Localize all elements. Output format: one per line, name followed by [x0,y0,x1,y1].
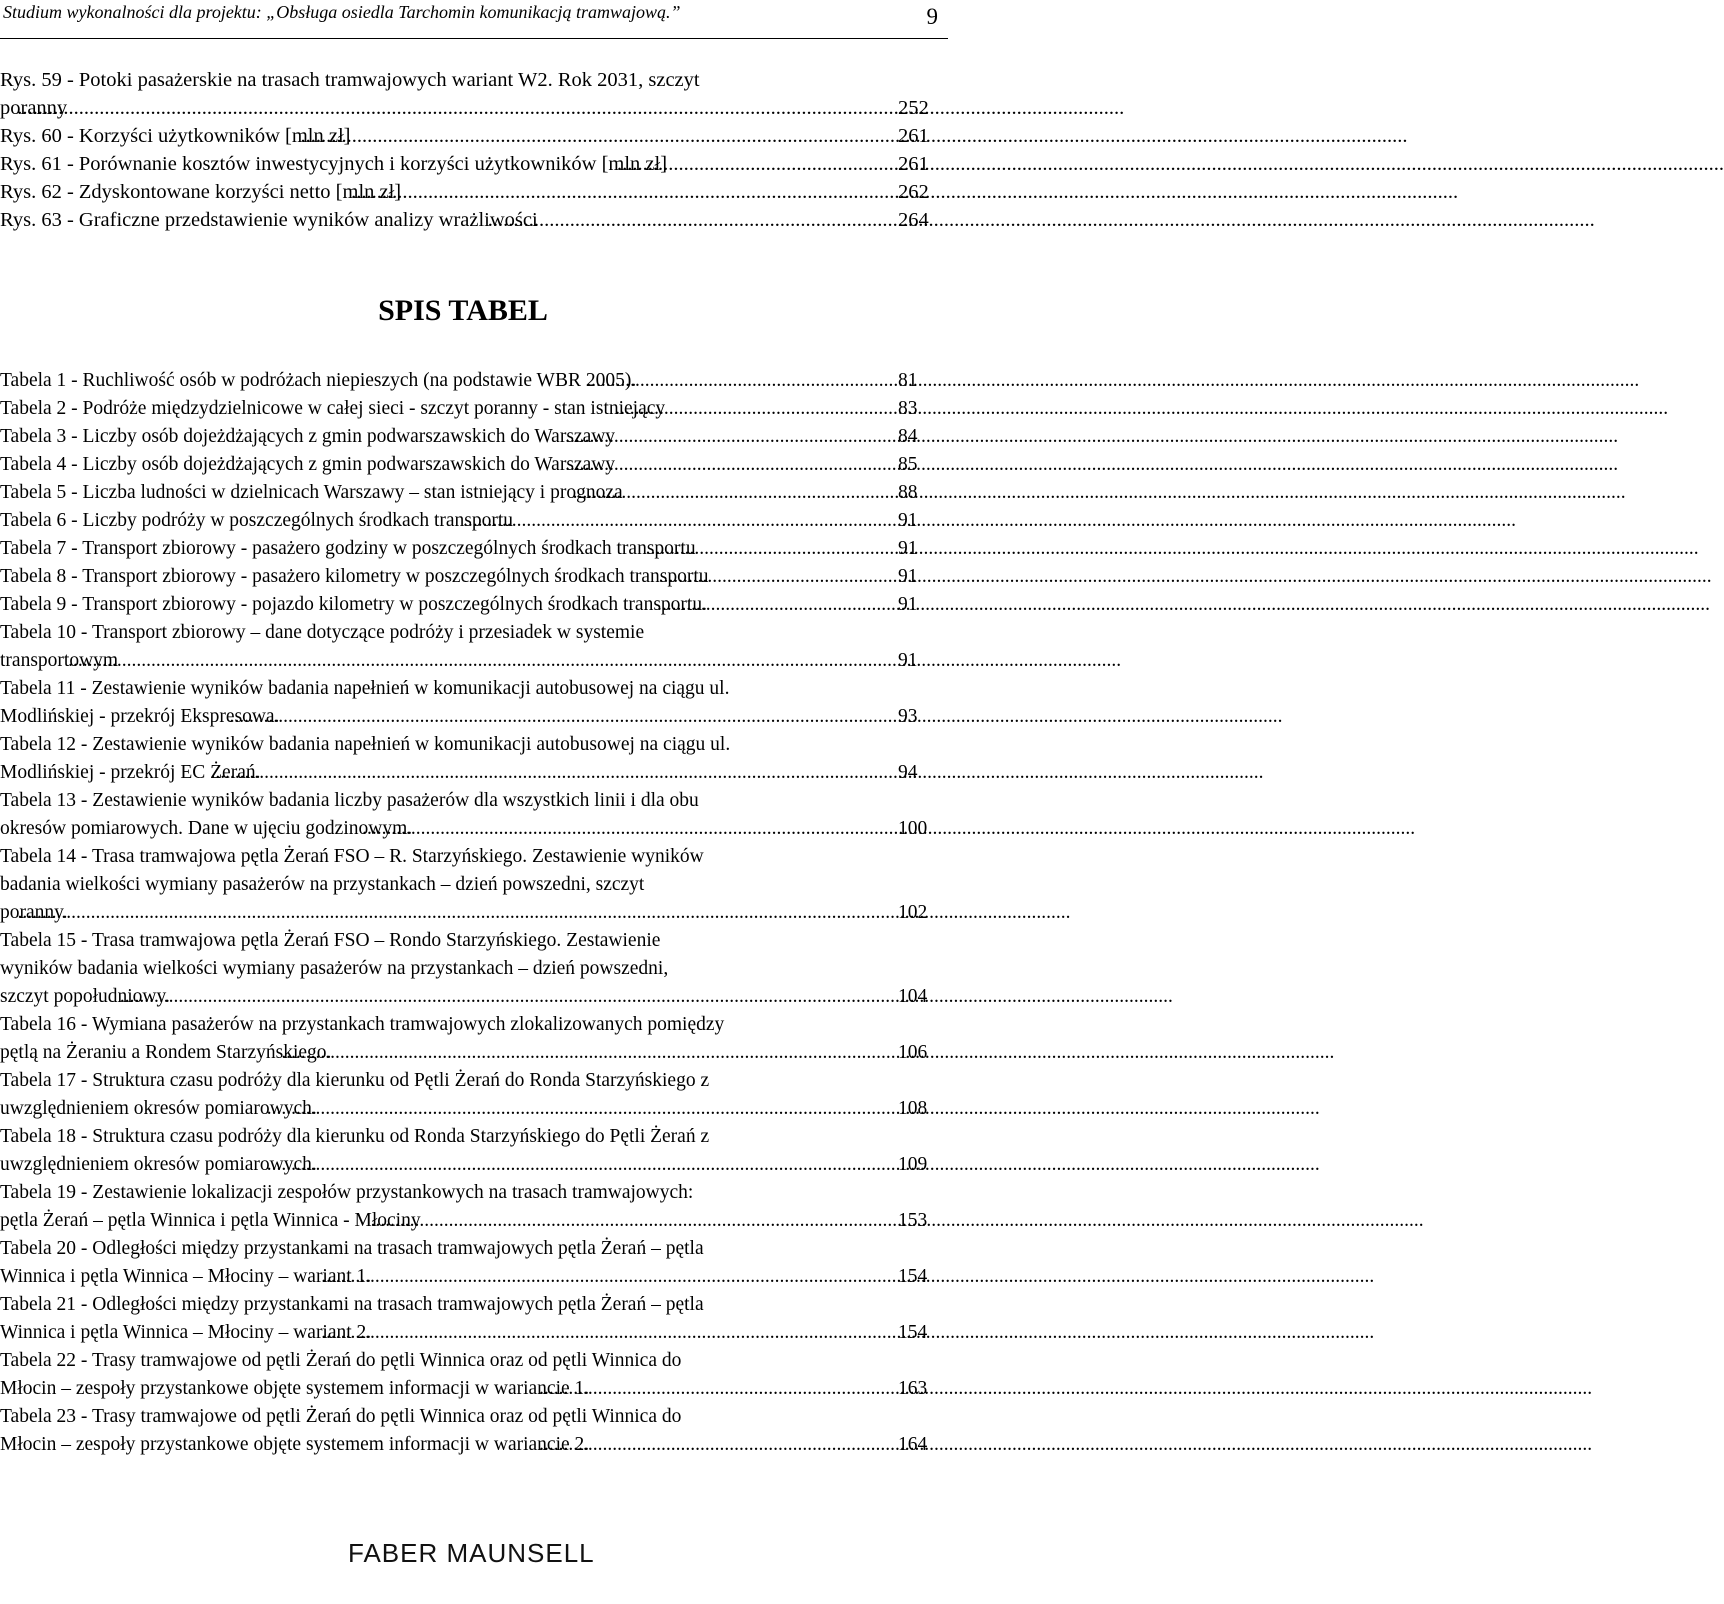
dot-leader [67,94,946,122]
dot-leader [170,983,946,1011]
toc-page-number: 108 [898,1098,928,1119]
toc-entry-text: transportowym [0,650,119,671]
dot-leader [538,206,946,234]
toc-page-number: 91 [898,538,918,559]
toc-entry-text: Tabela 9 - Transport zbiorowy - pojazdo kilometry w poszczególnych środkach transportu. [0,594,707,615]
toc-page-number: 261 [898,153,929,175]
toc-page-number: 85 [898,454,918,475]
toc-entry[interactable] [0,731,948,787]
toc-entry-text: pętlą na Żeraniu a Rondem Starzyńskiego. [0,1042,332,1063]
toc-page-number: 262 [898,181,929,203]
dot-leader [331,1039,946,1067]
figures-list [0,66,948,234]
dot-leader [350,122,946,150]
toc-entry[interactable] [0,367,948,395]
toc-entry-text: okresów pomiarowych. Dane w ujęciu godzinowym. [0,818,413,839]
dot-leader [317,1151,946,1179]
toc-entry[interactable] [0,787,948,843]
toc-entry-text: Tabela 1 - Ruchliwość osób w podróżach niepieszych (na podstawie WBR 2005). [0,370,637,391]
dot-leader [371,1319,946,1347]
toc-entry[interactable] [0,1011,948,1067]
toc-entry-text: Młocin – zespoły przystankowe objęte systemem informacji w wariancie 2. [0,1434,590,1455]
toc-entry-text: Tabela 12 - Zestawienie wyników badania napełnień w komunikacji autobusowej na ciągu ul. [0,734,731,755]
page-header [0,0,948,39]
toc-entry[interactable] [0,1067,948,1123]
toc-page-number: 94 [898,762,918,783]
toc-entry[interactable] [0,423,948,451]
toc-entry-text: Tabela 16 - Wymiana pasażerów na przystankach tramwajowych zlokalizowanych pomiędzy [0,1014,725,1035]
toc-page-number: 109 [898,1154,928,1175]
toc-entry[interactable] [0,927,948,1011]
toc-page-number: 163 [898,1378,928,1399]
toc-entry[interactable] [0,66,948,122]
dot-leader [615,423,946,451]
toc-entry[interactable] [0,563,948,591]
toc-page-number: 91 [898,510,918,531]
toc-entry[interactable] [0,479,948,507]
toc-page-number: 154 [898,1266,928,1287]
toc-entry-text: Tabela 4 - Liczby osób dojeżdżających z gmin podwarszawskich do Warszawy [0,454,616,475]
toc-entry[interactable] [0,206,948,234]
toc-page-number: 102 [898,902,928,923]
toc-entry-text: wyników badania wielkości wymiany pasażerów na przystankach – dzień powszedni, [0,958,669,979]
toc-entry-text: poranny. [0,902,68,923]
toc-entry[interactable] [0,535,948,563]
company-logo: FABER MAUNSELL [348,1538,595,1568]
toc-entry[interactable] [0,1123,948,1179]
toc-page-number: 83 [898,398,918,419]
toc-entry-text: Tabela 10 - Transport zbiorowy – dane dotyczące podróży i przesiadek w systemie [0,622,645,643]
toc-entry-text: Tabela 15 - Trasa tramwajowa pętla Żerań FSO – Rondo Starzyńskiego. Zestawienie [0,930,661,951]
toc-page-number: 84 [898,426,918,447]
toc-entry-text: Tabela 19 - Zestawienie lokalizacji zespołów przystankowych na trasach tramwajowych: [0,1182,694,1203]
dot-leader [421,1207,946,1235]
toc-entry-text: Rys. 61 - Porównanie kosztów inwestycyjnych i korzyści użytkowników [mln zł] [0,153,668,175]
dot-leader [260,759,946,787]
toc-page-number: 93 [898,706,918,727]
toc-entry[interactable] [0,675,948,731]
toc-entry-text: Tabela 18 - Struktura czasu podróży dla kierunku od Ronda Starzyńskiego do Pętli Żerań z [0,1126,710,1147]
toc-entry[interactable] [0,1179,948,1235]
toc-entry-text: Modlińskiej - przekrój EC Żerań. [0,762,261,783]
toc-entry-text: Tabela 8 - Transport zbiorowy - pasażero kilometry w poszczególnych środkach transportu [0,566,709,587]
toc-entry-text: Winnica i pętla Winnica – Młociny – wariant 2. [0,1322,372,1343]
toc-entry-text: Tabela 21 - Odległości między przystankami na trasach tramwajowych pętla Żerań – pętla [0,1294,704,1315]
toc-page-number: 91 [898,566,918,587]
toc-page-number: 91 [898,650,918,671]
dot-leader [401,178,946,206]
dot-leader [118,647,946,675]
toc-page-number: 104 [898,986,928,1007]
dot-leader [513,507,946,535]
toc-page-number: 91 [898,594,918,615]
toc-entry-text: Tabela 3 - Liczby osób dojeżdżających z gmin podwarszawskich do Warszawy [0,426,616,447]
dot-leader [615,451,946,479]
toc-entry[interactable] [0,1347,948,1403]
toc-page-number: 261 [898,125,929,147]
document-title: Studium wykonalności dla projektu: „Obsługa osiedla Tarchomin komunikacją tramwajową.” [3,2,681,22]
toc-entry-text: Tabela 2 - Podróże międzydzielnicowe w całej sieci - szczyt poranny - stan istniejący [0,398,666,419]
toc-entry-text: szczyt popołudniowy. [0,986,170,1007]
toc-page-number: 264 [898,209,929,231]
page-number: 9 [926,4,938,29]
toc-entry-text: Tabela 14 - Trasa tramwajowa pętla Żerań FSO – R. Starzyńskiego. Zestawienie wyników [0,846,704,867]
toc-page-number: 88 [898,482,918,503]
toc-entry-text: Rys. 60 - Korzyści użytkowników [mln zł] [0,125,351,147]
toc-page-number: 100 [898,818,928,839]
toc-entry[interactable] [0,1291,948,1347]
toc-entry[interactable] [0,1403,948,1459]
tables-list [0,367,948,1459]
toc-entry[interactable] [0,591,948,619]
toc-entry[interactable] [0,451,948,479]
toc-entry[interactable] [0,843,948,927]
toc-entry[interactable] [0,150,948,178]
section-heading: SPIS TABEL [378,294,548,327]
toc-entry-text: Tabela 5 - Liczba ludności w dzielnicach Warszawy – stan istniejący i prognoza [0,482,623,503]
toc-entry[interactable] [0,122,948,150]
dot-leader [371,1263,946,1291]
toc-entry-text: Tabela 20 - Odległości między przystankami na trasach tramwajowych pętla Żerań – pętla [0,1238,704,1259]
toc-entry-text: pętla Żerań – pętla Winnica i pętla Winnica - Młociny [0,1210,421,1231]
toc-entry[interactable] [0,1235,948,1291]
toc-entry-text: Rys. 62 - Zdyskontowane korzyści netto [mln zł] [0,181,402,203]
toc-entry-text: badania wielkości wymiany pasażerów na przystankach – dzień powszedni, szczyt [0,874,645,895]
dot-leader [317,1095,946,1123]
toc-page-number: 106 [898,1042,928,1063]
toc-page-number: 153 [898,1210,928,1231]
toc-entry-text: uwzględnieniem okresów pomiarowych. [0,1154,317,1175]
toc-entry-text: poranny [0,97,68,119]
toc-entry[interactable] [0,178,948,206]
dot-leader [412,815,946,843]
toc-entry-text: Tabela 22 - Trasy tramwajowe od pętli Żerań do pętli Winnica oraz od pętli Winnica do [0,1350,682,1371]
toc-entry-text: Tabela 7 - Transport zbiorowy - pasażero godziny w poszczególnych środkach transportu [0,538,696,559]
dot-leader [589,1431,946,1459]
dot-leader [589,1375,946,1403]
dot-leader [279,703,946,731]
toc-entry-text: uwzględnieniem okresów pomiarowych. [0,1098,317,1119]
toc-entry-text: Tabela 13 - Zestawienie wyników badania liczby pasażerów dla wszystkich linii i dla obu [0,790,699,811]
toc-entry-text: Rys. 63 - Graficzne przedstawienie wyników analizy wrażliwości [0,209,538,231]
toc-entry[interactable] [0,507,948,535]
toc-page-number: 81 [898,370,918,391]
dot-leader [68,899,946,927]
toc-entry-text: Tabela 17 - Struktura czasu podróży dla kierunku od Pętli Żerań do Ronda Starzyńskiego z [0,1070,710,1091]
toc-page-number: 252 [898,97,929,119]
toc-entry-text: Młocin – zespoły przystankowe objęte systemem informacji w wariancie 1. [0,1378,590,1399]
toc-page-number: 154 [898,1322,928,1343]
toc-entry-text: Modlińskiej - przekrój Ekspresowa. [0,706,280,727]
toc-entry-text: Winnica i pętla Winnica – Młociny – wariant 1. [0,1266,372,1287]
toc-page-number: 164 [898,1434,928,1455]
toc-entry[interactable] [0,619,948,675]
toc-entry-text: Rys. 59 - Potoki pasażerskie na trasach tramwajowych wariant W2. Rok 2031, szczyt [0,69,700,91]
toc-entry-text: Tabela 6 - Liczby podróży w poszczególnych środkach transportu [0,510,514,531]
toc-entry[interactable] [0,395,948,423]
toc-entry-text: Tabela 23 - Trasy tramwajowe od pętli Żerań do pętli Winnica oraz od pętli Winnica do [0,1406,682,1427]
toc-entry-text: Tabela 11 - Zestawienie wyników badania napełnień w komunikacji autobusowej na ciągu ul. [0,678,730,699]
